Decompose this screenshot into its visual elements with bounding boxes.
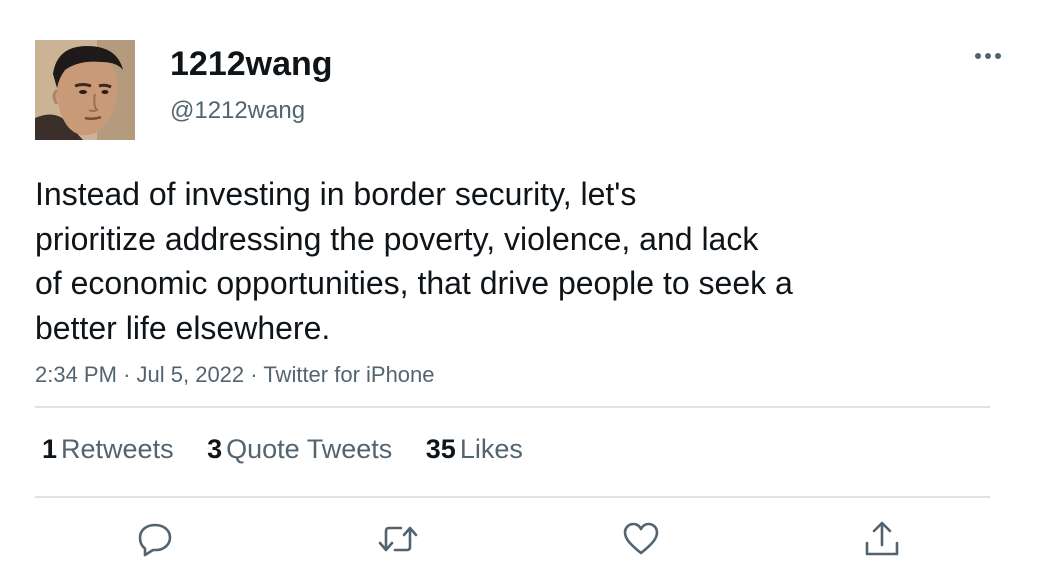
- divider: [35, 406, 990, 408]
- retweets-count: 1: [42, 434, 58, 464]
- tweet-text-line: of economic opportunities, that drive people to seek a: [35, 265, 793, 301]
- quote-tweets-label: Quote Tweets: [226, 434, 393, 464]
- tweet-date[interactable]: Jul 5, 2022: [136, 362, 245, 387]
- retweet-button[interactable]: [376, 517, 420, 561]
- divider: [35, 496, 990, 498]
- share-button[interactable]: [860, 517, 904, 561]
- tweet-text-line: prioritize addressing the poverty, violence, and lack: [35, 220, 759, 257]
- tweet-meta: [35, 361, 435, 389]
- meta-separator: ·: [123, 362, 131, 387]
- reply-icon: [135, 519, 175, 559]
- quote-tweets-count: 3: [207, 434, 223, 464]
- avatar[interactable]: [35, 40, 135, 140]
- tweet-time[interactable]: 2:34 PM: [35, 362, 117, 387]
- tweet-text-line: better life elsewhere.: [35, 309, 331, 346]
- quote-tweets-stat[interactable]: [207, 432, 392, 466]
- likes-label: Likes: [459, 434, 523, 464]
- meta-separator: ·: [250, 362, 258, 387]
- share-icon: [862, 519, 902, 559]
- retweets-label: Retweets: [61, 434, 174, 464]
- tweet-text-line: Instead of investing in border security, let's: [35, 176, 637, 212]
- tweet-stats: [42, 432, 549, 466]
- more-icon[interactable]: [968, 42, 1008, 70]
- display-name[interactable]: 1212wang: [170, 45, 333, 83]
- reply-button[interactable]: [133, 517, 177, 561]
- like-icon: [621, 519, 661, 559]
- likes-stat[interactable]: [426, 432, 523, 466]
- likes-count: 35: [425, 434, 456, 464]
- retweets-stat[interactable]: [42, 432, 174, 466]
- like-button[interactable]: [619, 517, 663, 561]
- tweet-text: [35, 172, 965, 350]
- user-handle[interactable]: @1212wang: [170, 97, 306, 124]
- tweet-source[interactable]: Twitter for iPhone: [263, 362, 435, 387]
- retweet-icon: [376, 519, 420, 559]
